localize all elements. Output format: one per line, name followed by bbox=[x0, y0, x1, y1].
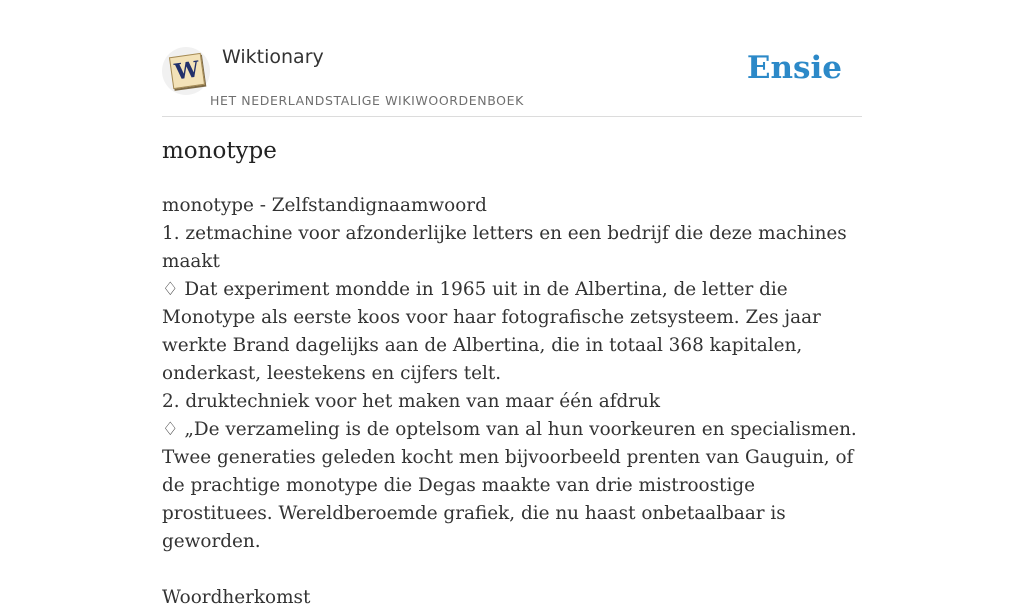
site-tagline: HET NEDERLANDSTALIGE WIKIWOORDENBOEK bbox=[210, 93, 524, 108]
entry-content bbox=[162, 192, 862, 612]
entry-heading: monotype - Zelfstandignaamwoord bbox=[162, 195, 487, 216]
section-heading-woordherkomst: Woordherkomst bbox=[162, 587, 311, 608]
definition-2: 2. druktechniek voor het maken van maar één afdruk bbox=[162, 391, 661, 412]
site-name-link[interactable]: Wiktionary bbox=[222, 46, 324, 68]
definition-1: 1. zetmachine voor afzonderlijke letters en een bedrijf die deze machines maakt bbox=[162, 223, 847, 272]
site-header bbox=[162, 0, 862, 117]
example-1: ♢ Dat experiment mondde in 1965 uit in de Albertina, de letter die Monotype als eerste koos voor haar fotografische zetsysteem. Zes jaar werkte Brand dagelijks aan de Albertina, die in totaal 368 kapitalen, onderkast, leestekens en cijfers telt. bbox=[162, 279, 821, 384]
wiktionary-logo-icon[interactable] bbox=[162, 47, 210, 95]
logo-tile bbox=[169, 53, 205, 89]
section-spacer bbox=[162, 556, 862, 584]
page bbox=[162, 0, 862, 608]
page-title: monotype bbox=[162, 138, 277, 164]
logo-letter: W bbox=[172, 56, 202, 86]
ensie-brand-link[interactable]: Ensie bbox=[746, 50, 842, 86]
example-2: ♢ „De verzameling is de optelsom van al hun voorkeuren en specialismen. Twee generaties geleden kocht men bijvoorbeeld prenten van Gauguin, of de prachtige monotype die Degas maakte van drie mistroostige prostituees. Wereldberoemde grafiek, die nu haast onbetaalbaar is geworden. bbox=[162, 419, 857, 552]
